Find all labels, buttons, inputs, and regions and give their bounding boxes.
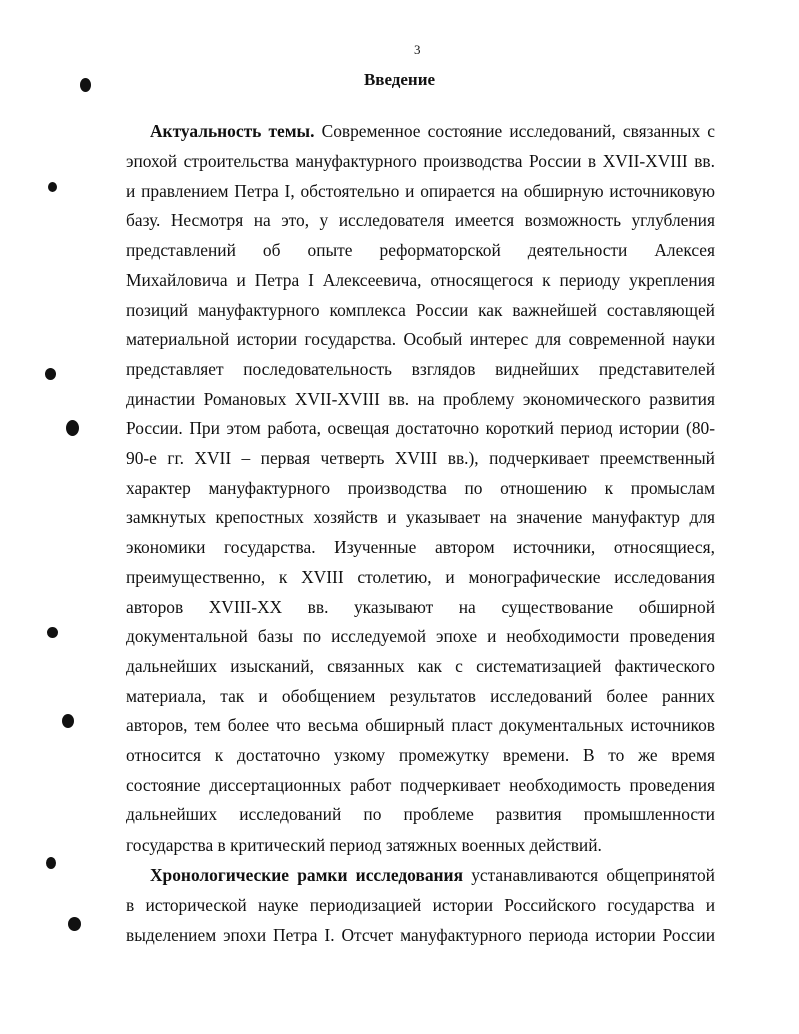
text-line: состояние диссертационных работ подчеркивает необходимость проведения [126, 774, 715, 795]
section-lead-text: Современное состояние исследований, связанных с [314, 121, 715, 141]
section-lead-text: устанавливаются общепринятой [462, 865, 715, 885]
text-line: дальнейших исследований по проблеме развития промышленности [126, 804, 715, 825]
paragraph-last-line: государства в критический период затяжных военных действий. [126, 835, 602, 855]
scan-blot [45, 368, 56, 380]
text-line: авторов, тем более что весьма обширный пласт документальных источников [126, 715, 715, 736]
text-line: 90-е гг. XVII – первая четверть XVIII вв.), подчеркивает преемственный [126, 448, 715, 468]
text-line: и правлением Петра I, обстоятельно и опирается на обширную источниковую [126, 180, 715, 201]
text-line: представлений об опыте реформаторской деятельности Алексея [126, 240, 715, 261]
text-line: эпохой строительства мануфактурного производства России в XVII-XVIII вв. [126, 151, 715, 171]
scan-blot [80, 78, 91, 92]
text-line: базу. Несмотря на это, у исследователя имеется возможность углубления [126, 210, 715, 231]
scan-blot [66, 420, 79, 436]
page-title: Введение [363, 70, 436, 89]
text-line: материальной истории государства. Особый интерес для современной науки [126, 329, 715, 350]
text-line: преимущественно, к XVIII столетию, и монографические исследования [126, 566, 715, 587]
text-line: Михайловича и Петра I Алексеевича, относящегося к периоду укрепления [126, 269, 715, 290]
paragraph-first-line [150, 865, 715, 885]
text-line: династии Романовых XVII-XVIII вв. на проблему экономического развития [126, 388, 715, 409]
text-line: замкнутых крепостных хозяйств и указывает на значение мануфактур для [126, 507, 715, 528]
text-line: авторов XVIII-XX вв. указывают на существование обширной [126, 596, 715, 617]
text-line: выделением эпохи Петра I. Отсчет мануфактурного периода истории России [126, 925, 715, 945]
text-line: относится к достаточно узкому промежутку времени. В то же время [126, 745, 715, 765]
text-line: экономики государства. Изученные автором источники, относящиеся, [126, 537, 715, 558]
page-number: 3 [414, 42, 421, 57]
text-line: документальной базы по исследуемой эпохе и необходимости проведения [126, 626, 715, 647]
scan-blot [68, 917, 81, 931]
text-line: России. При этом работа, освещая достаточно короткий период истории (80- [126, 418, 715, 439]
text-line: представляет последовательность взглядов виднейших представителей [126, 358, 715, 379]
scan-blot [47, 627, 58, 638]
text-line: позиций мануфактурного комплекса России как важнейшей составляющей [126, 299, 715, 320]
text-line: материала, так и обобщением результатов исследований более ранних [126, 685, 715, 706]
text-line: дальнейших изысканий, связанных как с систематизацией фактического [126, 655, 715, 676]
text-line: в исторической науке периодизацией истории Российского государства и [126, 895, 715, 915]
text-line: характер мануфактурного производства по отношению к промыслам [126, 477, 715, 498]
scan-blot [48, 182, 57, 192]
section-lead-bold: Актуальность темы. [150, 121, 315, 141]
paragraph-first-line [150, 121, 715, 141]
scan-blot [46, 857, 56, 869]
scan-blot [62, 714, 74, 728]
section-lead-bold: Хронологические рамки исследования [150, 865, 463, 885]
